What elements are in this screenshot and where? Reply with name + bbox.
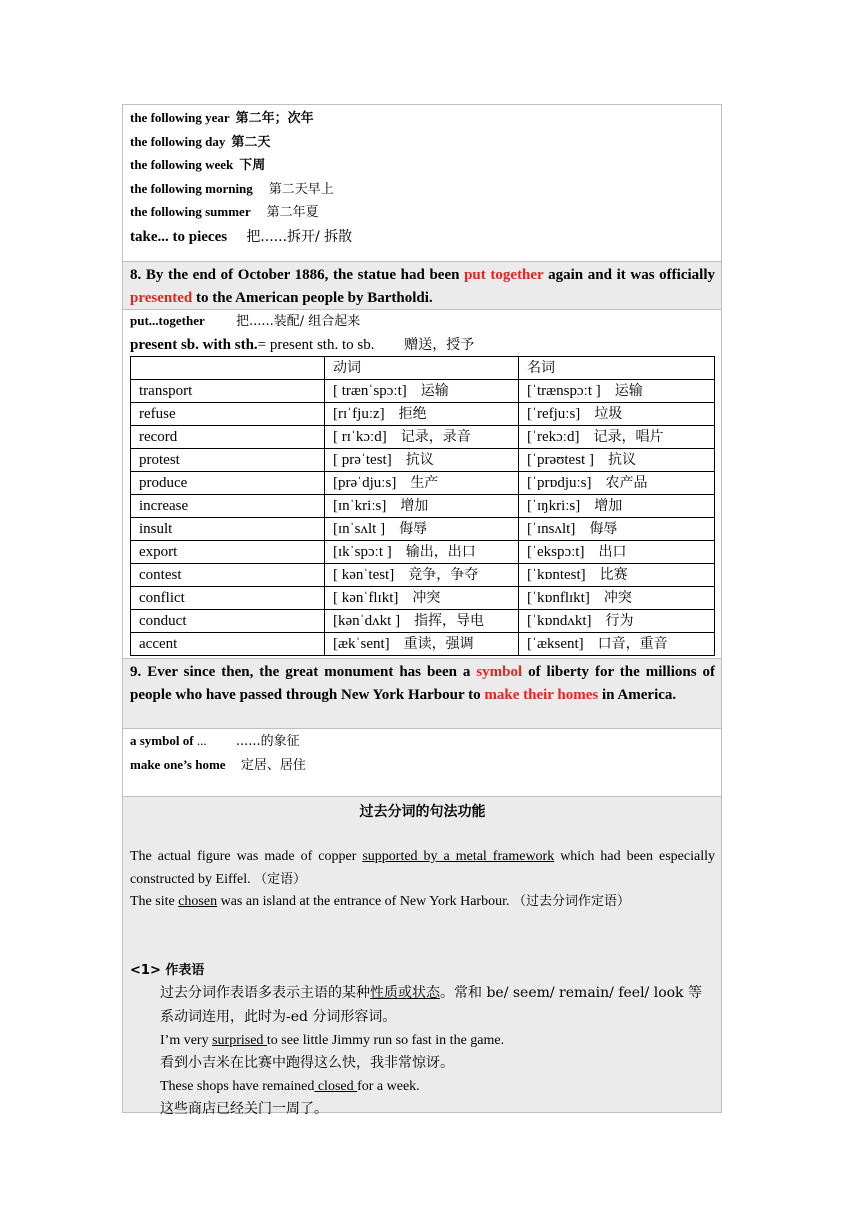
translation-text: 这些商店已经关门一周了。 xyxy=(160,1101,328,1118)
verb-phonetic: [prəˈdjuːs] xyxy=(333,474,397,491)
cell-word: export xyxy=(131,540,325,563)
cell-verb xyxy=(325,471,519,494)
cell-noun xyxy=(519,632,715,655)
verb-meaning: 指挥，导电 xyxy=(414,612,485,629)
header-noun-label: 名词 xyxy=(527,359,555,376)
cell-verb xyxy=(325,494,519,517)
cell-verb xyxy=(325,563,519,586)
phrase-cn: 赠送，授予 xyxy=(404,336,475,353)
sentence-8-block xyxy=(122,262,722,310)
cell-noun xyxy=(519,609,715,632)
cell-verb xyxy=(325,632,519,655)
sentence-text: 9. Ever since then, the great monument has been a xyxy=(130,664,477,680)
cell-noun xyxy=(519,402,715,425)
phrase-cn: 定居、居住 xyxy=(240,757,306,773)
grammar-example-1 xyxy=(130,846,715,891)
cell-word: conduct xyxy=(131,609,325,632)
example-text: These shops have remained xyxy=(160,1078,315,1094)
sentence-text: 8. By the end of October 1886, the statue had been xyxy=(130,267,465,283)
phrase-cn: 下周 xyxy=(239,158,266,174)
cell-word: contest xyxy=(131,563,325,586)
cell-verb xyxy=(325,517,519,540)
phrase-cn: ......的象征 xyxy=(235,734,300,749)
noun-phonetic: [ˈprəʊtest ] xyxy=(527,451,594,468)
cell-noun xyxy=(519,448,715,471)
desc-text: 过去分词作表语多表示主语的某种 xyxy=(160,985,370,1002)
verb-noun-table xyxy=(130,356,715,656)
noun-meaning: 垃圾 xyxy=(594,405,623,422)
grammar-title-text: 过去分词的句法功能 xyxy=(359,804,486,820)
sentence-9 xyxy=(130,661,715,706)
noun-phonetic: [ˈkɒndʌkt] xyxy=(527,612,592,629)
sentence-text: of liberty for the millions of people who have passed through New York Harbour to xyxy=(130,664,716,703)
noun-phonetic: [ˈprɒdjuːs] xyxy=(527,474,592,491)
cell-word: conflict xyxy=(131,586,325,609)
grammar-block xyxy=(122,797,722,1118)
noun-meaning: 运输 xyxy=(614,382,643,399)
verb-meaning: 重读，强调 xyxy=(403,635,474,652)
phrase-en-rest: = present sth. to sb. xyxy=(257,336,375,353)
verb-meaning: 抗议 xyxy=(405,451,434,468)
phrase-following-item xyxy=(130,131,721,155)
verb-phonetic: [ kənˈtest] xyxy=(333,566,395,583)
noun-meaning: 农产品 xyxy=(605,474,648,491)
phrase-cn: 把......装配/ 组合起来 xyxy=(236,314,361,329)
example-text: I’m very xyxy=(160,1032,213,1048)
cell-noun xyxy=(519,379,715,402)
table-body xyxy=(131,379,715,655)
table-row xyxy=(131,448,715,471)
table-row xyxy=(131,563,715,586)
phrase-en: the following week xyxy=(130,157,234,173)
phrase-cn: 第二年夏 xyxy=(266,205,319,221)
example-note: （过去分词作定语） xyxy=(512,894,630,910)
noun-meaning: 抗议 xyxy=(607,451,636,468)
cell-verb xyxy=(325,402,519,425)
following-phrase-list xyxy=(130,107,721,225)
grammar-title xyxy=(130,797,715,823)
translation-text: 看到小吉米在比赛中跑得这么快，我非常惊讶。 xyxy=(160,1055,454,1072)
section-title-text: <1> 作表语 xyxy=(130,962,205,978)
sentence-text: to the American people by Bartholdi. xyxy=(192,289,433,306)
verb-meaning: 拒绝 xyxy=(398,405,427,422)
table-row xyxy=(131,379,715,402)
phrase-en: the following morning xyxy=(130,180,253,196)
cell-noun xyxy=(519,494,715,517)
header-noun xyxy=(519,356,715,379)
verb-meaning: 冲突 xyxy=(412,589,441,606)
phrase-en: put...together xyxy=(130,313,205,328)
phrases-block-2 xyxy=(122,729,722,797)
cell-word: protest xyxy=(131,448,325,471)
cell-word: transport xyxy=(131,379,325,402)
noun-meaning: 记录，唱片 xyxy=(593,428,664,445)
phrases-block xyxy=(122,104,722,262)
verb-phonetic: [ɪkˈspɔːt ] xyxy=(333,543,392,560)
noun-phonetic: [ˈrekɔːd] xyxy=(527,428,580,445)
phrase-en: a symbol of xyxy=(130,733,194,748)
example-3 xyxy=(130,1030,715,1053)
phrase-present xyxy=(123,334,721,356)
table-row xyxy=(131,494,715,517)
cell-word: increase xyxy=(131,494,325,517)
phrase-cn: 第二年；次年 xyxy=(235,111,314,126)
cell-noun xyxy=(519,540,715,563)
sentence-9-block xyxy=(122,659,722,729)
noun-phonetic: [ˈtrænspɔːt ] xyxy=(527,382,601,399)
noun-phonetic: [ˈɪŋkriːs] xyxy=(527,497,581,514)
verb-meaning: 侮辱 xyxy=(399,520,428,537)
example-4 xyxy=(130,1076,715,1099)
example-underlined: chosen xyxy=(178,894,218,910)
cell-verb xyxy=(325,448,519,471)
phrase-cn: 第二天早上 xyxy=(268,181,334,197)
table-row xyxy=(131,471,715,494)
verb-phonetic: [ækˈsent] xyxy=(333,635,390,652)
highlight-make-their-homes: make their homes xyxy=(484,686,599,703)
vocab-block xyxy=(122,310,722,659)
verb-meaning: 竞争，争夺 xyxy=(408,566,479,583)
verb-phonetic: [ rɪˈkɔːd] xyxy=(333,428,387,445)
example-text: The actual figure was made of copper xyxy=(130,849,363,864)
verb-meaning: 输出，出口 xyxy=(405,543,476,560)
desc-underlined: 性质或状态 xyxy=(370,985,440,1002)
example-3-translation xyxy=(130,1052,715,1076)
phrase-en: take... to pieces xyxy=(130,228,228,245)
noun-meaning: 出口 xyxy=(598,543,627,560)
phrase-en: the following year xyxy=(130,110,230,125)
verb-phonetic: [ɪnˈkriːs] xyxy=(333,497,387,514)
highlight-put-together: put together xyxy=(464,267,544,283)
verb-meaning: 记录，录音 xyxy=(400,428,471,445)
phrase-en: make one’s home xyxy=(130,756,226,772)
noun-meaning: 增加 xyxy=(594,497,623,514)
example-text: to see little Jimmy run so fast in the game. xyxy=(266,1032,505,1048)
cell-word: record xyxy=(131,425,325,448)
noun-meaning: 行为 xyxy=(605,612,634,629)
sentence-8 xyxy=(130,264,715,309)
example-underlined: supported by a metal framework xyxy=(362,849,555,864)
phrase-en: the following summer xyxy=(130,204,251,220)
cell-word: insult xyxy=(131,517,325,540)
verb-phonetic: [ɪnˈsʌlt ] xyxy=(333,520,386,537)
verb-meaning: 增加 xyxy=(400,497,429,514)
header-word xyxy=(131,356,325,379)
noun-phonetic: [ˈkɒntest] xyxy=(527,566,586,583)
highlight-presented: presented xyxy=(130,289,193,306)
example-text: was an island at the entrance of New York Harbour. xyxy=(217,894,513,910)
section-1-title xyxy=(130,959,715,983)
example-4-translation xyxy=(130,1098,715,1122)
document-body xyxy=(122,104,722,1118)
phrase-following-item xyxy=(130,107,721,131)
phrase-following-item xyxy=(130,178,721,202)
cell-noun xyxy=(519,517,715,540)
cell-noun xyxy=(519,563,715,586)
noun-meaning: 侮辱 xyxy=(589,520,618,537)
cell-word: refuse xyxy=(131,402,325,425)
table-row xyxy=(131,540,715,563)
noun-meaning: 冲突 xyxy=(603,589,632,606)
sentence-text: in America. xyxy=(598,686,677,703)
phrase-following-item xyxy=(130,201,721,225)
phrase-dots: ... xyxy=(193,733,207,748)
header-verb xyxy=(325,356,519,379)
example-underlined: closed xyxy=(314,1078,358,1094)
cell-noun xyxy=(519,586,715,609)
header-verb-label: 动词 xyxy=(333,359,361,376)
noun-phonetic: [ˈrefjuːs] xyxy=(527,405,581,422)
phrase-cn: 第二天 xyxy=(231,134,271,150)
cell-verb xyxy=(325,609,519,632)
verb-meaning: 运输 xyxy=(420,382,449,399)
cell-verb xyxy=(325,586,519,609)
example-underlined: surprised xyxy=(212,1032,267,1048)
verb-meaning: 生产 xyxy=(410,474,439,491)
noun-phonetic: [ˈæksent] xyxy=(527,635,584,652)
phrase-symbol-of xyxy=(130,730,721,754)
verb-phonetic: [kənˈdʌkt ] xyxy=(333,612,401,629)
phrase-put-together xyxy=(123,310,721,334)
verb-phonetic: [ trænˈspɔːt] xyxy=(333,382,407,399)
table-row xyxy=(131,425,715,448)
table-row xyxy=(131,632,715,655)
noun-phonetic: [ˈekspɔːt] xyxy=(527,543,585,560)
verb-phonetic: [ prəˈtest] xyxy=(333,451,392,468)
sentence-text: again and it was officially xyxy=(543,267,715,283)
phrase-en: the following day xyxy=(130,133,226,149)
cell-word: produce xyxy=(131,471,325,494)
example-text: for a week. xyxy=(357,1078,420,1094)
phrase-following-item xyxy=(130,154,721,178)
cell-verb xyxy=(325,379,519,402)
noun-phonetic: [ˈkɒnflɪkt] xyxy=(527,589,590,606)
cell-noun xyxy=(519,471,715,494)
table-row xyxy=(131,609,715,632)
table-row xyxy=(131,517,715,540)
desc-text: 。常和 be/ seem/ remain/ feel/ look 等系动词连用，此时为-ed 分词形容词。 xyxy=(160,985,702,1025)
phrase-take-to-pieces xyxy=(130,225,721,249)
phrase-en-bold: present sb. with sth. xyxy=(130,336,258,353)
cell-word: accent xyxy=(131,632,325,655)
highlight-symbol: symbol xyxy=(476,664,523,680)
example-text: which had been especially constructed by Eiffel. xyxy=(130,849,715,887)
cell-verb xyxy=(325,425,519,448)
example-note: （定语） xyxy=(254,871,307,887)
noun-meaning: 比赛 xyxy=(599,566,628,583)
table-row xyxy=(131,402,715,425)
grammar-example-2 xyxy=(130,891,715,914)
table-header-row xyxy=(131,356,715,379)
section-1-description xyxy=(130,982,715,1029)
noun-phonetic: [ˈɪnsʌlt] xyxy=(527,520,576,537)
phrase-make-home xyxy=(130,754,721,778)
phrase-cn: 把......拆开/ 拆散 xyxy=(246,228,353,245)
cell-verb xyxy=(325,540,519,563)
example-text: The site xyxy=(130,894,179,910)
verb-phonetic: [rɪˈfjuːz] xyxy=(333,405,385,422)
verb-phonetic: [ kənˈflɪkt] xyxy=(333,589,399,606)
noun-meaning: 口音，重音 xyxy=(597,635,668,652)
cell-noun xyxy=(519,425,715,448)
table-row xyxy=(131,586,715,609)
